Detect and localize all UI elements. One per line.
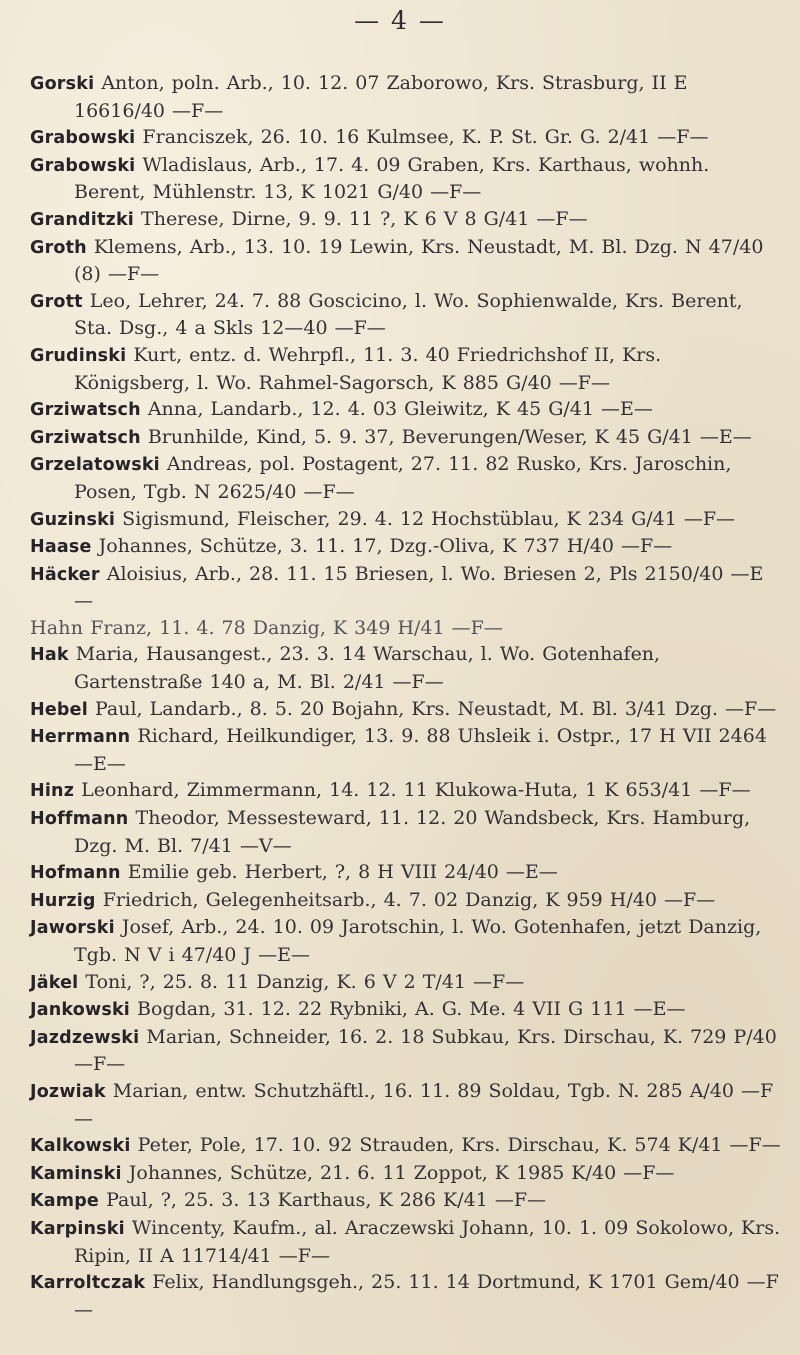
list-item <box>30 1078 782 1132</box>
entry-surname: Kaminski <box>30 1163 122 1184</box>
entry-details: Peter, Pole, 17. 10. 92 Strauden, Krs. Dirschau, K. 574 K/41 —F— <box>137 1134 781 1157</box>
entry-surname: Jankowski <box>30 1000 130 1021</box>
entry-details: Paul, Landarb., 8. 5. 20 Bojahn, Krs. Neustadt, M. Bl. 3/41 Dzg. —F— <box>94 697 777 720</box>
list-item <box>30 723 782 777</box>
list-item <box>30 1024 782 1078</box>
list-item <box>30 615 782 642</box>
entry-details: Paul, ?, 25. 3. 13 Karthaus, K 286 K/41 —F— <box>106 1189 547 1212</box>
entry-surname: Gorski <box>30 74 95 94</box>
entry-details: Anton, poln. Arb., 10. 12. 07 Zaborowo, Krs. Strasburg, II E 16616/40 —F— <box>74 72 688 122</box>
list-item <box>30 533 782 561</box>
list-item <box>30 451 782 505</box>
entry-surname: Jäkel <box>30 972 79 993</box>
list-item <box>30 152 782 206</box>
entry-details: Maria, Hausangest., 23. 3. 14 Warschau, l. Wo. Gotenhafen, Gartenstraße 140 a, M. Bl. 2/41 —F— <box>74 643 661 694</box>
list-item <box>30 1269 782 1323</box>
entry-surname: Grabowski <box>30 155 136 176</box>
entry-surname: Grabowski <box>30 128 136 149</box>
entry-details: Johannes, Schütze, 21. 6. 11 Zoppot, K 1985 K/40 —F— <box>128 1161 675 1184</box>
entry-details: Kurt, entz. d. Wehrpfl., 11. 3. 40 Friedrichshof II, Krs. Königsberg, l. Wo. Rahmel-Sagorsch, K 885 G/40 —F— <box>74 343 662 394</box>
entry-surname: Grziwatsch <box>30 400 141 421</box>
list-item <box>30 342 782 396</box>
entry-details: Wladislaus, Arb., 17. 4. 09 Graben, Krs. Karthaus, wohnh. Berent, Mühlenstr. 13, K 1021 G/40 —F— <box>74 153 710 204</box>
entry-details: Bogdan, 31. 12. 22 Rybniki, A. G. Me. 4 VII G 111 —E— <box>137 998 686 1021</box>
entry-surname: Hak <box>30 645 69 666</box>
list-item <box>30 969 782 997</box>
entry-details: Leo, Lehrer, 24. 7. 88 Goscicino, l. Wo. Sophienwalde, Krs. Berent, Sta. Dsg., 4 a Skls 12—40 —F— <box>74 289 743 340</box>
entry-surname: Groth <box>30 237 87 258</box>
entry-details: Klemens, Arb., 13. 10. 19 Lewin, Krs. Neustadt, M. Bl. Dzg. N 47/40 (8) —F— <box>74 235 764 286</box>
entry-details: Toni, ?, 25. 8. 11 Danzig, K. 6 V 2 T/41 —F— <box>85 970 525 993</box>
entry-surname: Grott <box>30 291 83 312</box>
entry-details: Johannes, Schütze, 3. 11. 17, Dzg.-Oliva, K 737 H/40 —F— <box>98 535 673 558</box>
entry-surname: Häcker <box>30 564 100 585</box>
entry-details: Sigismund, Fleischer, 29. 4. 12 Hochstüblau, K 234 G/41 —F— <box>122 507 736 530</box>
entry-surname: Grzelatowski <box>30 455 160 476</box>
entry-details: Anna, Landarb., 12. 4. 03 Gleiwitz, K 45 G/41 —E— <box>147 398 653 421</box>
entry-details: Marian, entw. Schutzhäftl., 16. 11. 89 Soldau, Tgb. N. 285 A/40 —F— <box>74 1079 774 1130</box>
entry-details: Franciszek, 26. 10. 16 Kulmsee, K. P. St. Gr. G. 2/41 —F— <box>142 126 709 149</box>
entry-surname: Hebel <box>30 699 88 720</box>
entry-details: Richard, Heilkundiger, 13. 9. 88 Uhsleik i. Ostpr., 17 H VII 2464 —E— <box>74 725 767 775</box>
entry-surname: Granditzki <box>30 209 134 230</box>
list-item <box>30 561 782 615</box>
list-item <box>30 1215 782 1269</box>
entry-details: Franz, 11. 4. 78 Danzig, K 349 H/41 —F— <box>90 616 503 639</box>
list-item <box>30 696 782 724</box>
page-number: — 4 — <box>354 6 446 35</box>
entry-details: Therese, Dirne, 9. 9. 11 ?, K 6 V 8 G/41 —F— <box>141 207 588 230</box>
list-item <box>30 1132 782 1160</box>
entry-details: Andreas, pol. Postagent, 27. 11. 82 Rusko, Krs. Jaroschin, Posen, Tgb. N 2625/40 —F— <box>74 453 732 503</box>
entry-surname: Hoffmann <box>30 809 129 830</box>
entry-surname: Jozwiak <box>30 1081 106 1102</box>
entry-surname: Grudinski <box>30 345 127 366</box>
entry-details: Leonhard, Zimmermann, 14. 12. 11 Klukowa-Huta, 1 K 653/41 —F— <box>81 779 751 802</box>
list-item <box>30 206 782 234</box>
entry-surname: Hofmann <box>30 863 121 884</box>
entry-details: Friedrich, Gelegenheitsarb., 4. 7. 02 Danzig, K 959 H/40 —F— <box>102 888 716 911</box>
entry-surname: Karpinski <box>30 1218 125 1239</box>
list-item <box>30 641 782 695</box>
entry-surname: Hahn <box>30 616 84 639</box>
entry-details: Felix, Handlungsgeh., 25. 11. 14 Dortmund, K 1701 Gem/40 —F— <box>74 1271 779 1321</box>
entry-details: Aloisius, Arb., 28. 11. 15 Briesen, l. Wo. Briesen 2, Pls 2150/40 —E— <box>74 562 764 613</box>
list-item <box>30 288 782 342</box>
list-item <box>30 914 782 968</box>
entry-surname: Herrmann <box>30 727 131 748</box>
list-item <box>30 1187 782 1215</box>
entry-surname: Guzinski <box>30 509 116 530</box>
entry-details: Brunhilde, Kind, 5. 9. 37, Beverungen/Weser, K 45 G/41 —E— <box>147 425 752 448</box>
list-item <box>30 424 782 452</box>
entry-surname: Jaworski <box>30 918 115 939</box>
entry-list <box>30 70 782 1323</box>
list-item <box>30 396 782 424</box>
entry-surname: Haase <box>30 537 92 558</box>
entry-surname: Kampe <box>30 1191 100 1212</box>
entry-details: Theodor, Messesteward, 11. 12. 20 Wandsbeck, Krs. Hamburg, Dzg. M. Bl. 7/41 —V— <box>74 807 751 857</box>
entry-details: Josef, Arb., 24. 10. 09 Jarotschin, l. Wo. Gotenhafen, jetzt Danzig, Tgb. N V i 47/40 J —E— <box>74 916 762 966</box>
entry-details: Emilie geb. Herbert, ?, 8 H VIII 24/40 —E— <box>127 861 558 884</box>
entry-surname: Kalkowski <box>30 1136 131 1157</box>
list-item <box>30 124 782 152</box>
list-item <box>30 805 782 859</box>
list-item <box>30 887 782 915</box>
list-item <box>30 859 782 887</box>
list-item <box>30 70 782 124</box>
entry-details: Marian, Schneider, 16. 2. 18 Subkau, Krs. Dirschau, K. 729 P/40 —F— <box>74 1025 777 1076</box>
list-item <box>30 506 782 534</box>
entry-surname: Jazdzewski <box>30 1027 140 1048</box>
entry-surname: Karroltczak <box>30 1273 146 1294</box>
list-item <box>30 234 782 288</box>
entry-surname: Hurzig <box>30 890 96 911</box>
list-item <box>30 777 782 805</box>
entry-surname: Grziwatsch <box>30 427 141 448</box>
entry-details: Wincenty, Kaufm., al. Araczewski Johann, 10. 1. 09 Sokolowo, Krs. Ripin, II A 11714/41 —F— <box>74 1216 781 1267</box>
entry-surname: Hinz <box>30 781 75 802</box>
list-item <box>30 1160 782 1188</box>
list-item <box>30 996 782 1024</box>
